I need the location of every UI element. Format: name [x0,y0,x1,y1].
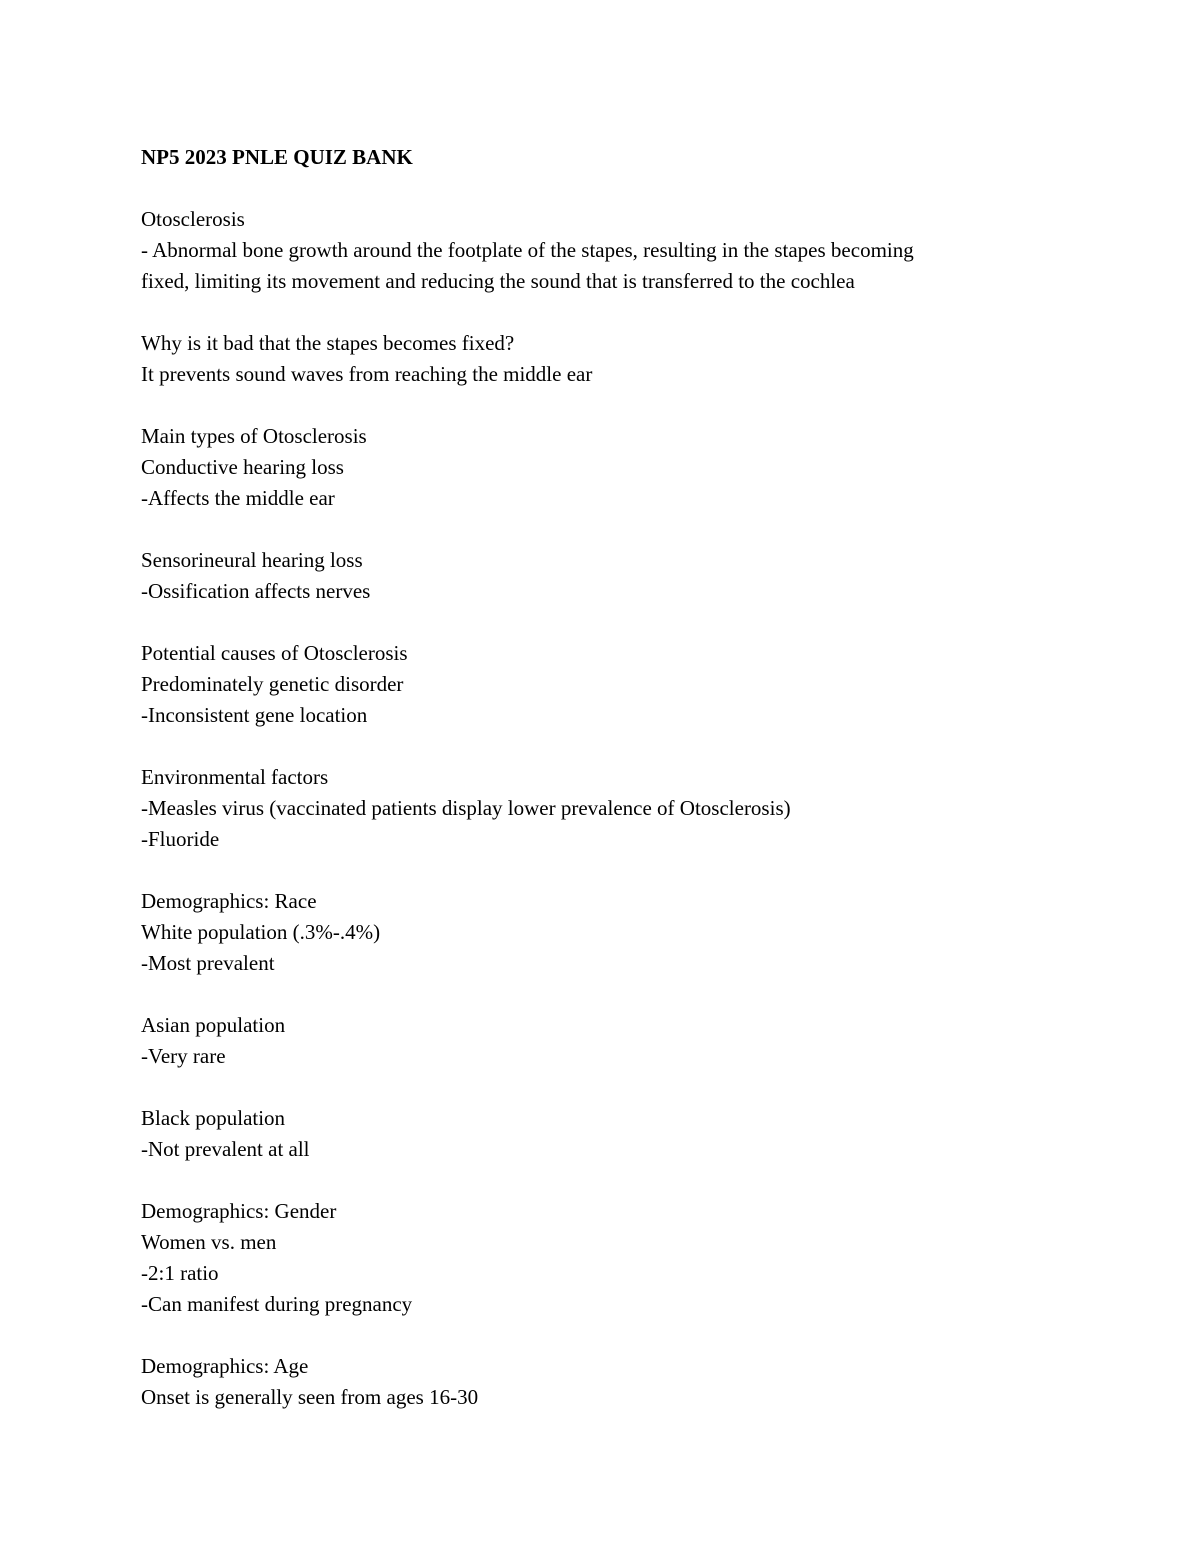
block-potential-causes [141,638,1041,731]
factor-fluoride: -Fluoride [141,827,220,851]
type-conductive: Conductive hearing loss [141,455,344,479]
spacer [141,1165,1041,1196]
spacer [141,607,1041,638]
block-gender [141,1196,1041,1320]
age-onset: Onset is generally seen from ages 16-30 [141,1385,479,1409]
spacer [141,514,1041,545]
block-asian [141,1010,1041,1072]
block-race [141,886,1041,979]
race-black: Black population [141,1106,286,1130]
race-asian-note: -Very rare [141,1044,226,1068]
gender-comparison: Women vs. men [141,1230,277,1254]
block-sensorineural [141,545,1041,607]
race-white: White population (.3%-.4%) [141,920,381,944]
block-age [141,1351,1041,1413]
race-white-note: -Most prevalent [141,951,275,975]
block-otosclerosis [141,204,1041,297]
block-main-types [141,421,1041,514]
block-environmental [141,762,1041,855]
spacer [141,1320,1041,1351]
heading-race: Demographics: Race [141,889,317,913]
factor-measles: -Measles virus (vaccinated patients display lower prevalence of Otosclerosis) [141,796,791,820]
type-conductive-note: -Affects the middle ear [141,486,335,510]
heading-otosclerosis: Otosclerosis [141,207,245,231]
heading-environmental: Environmental factors [141,765,329,789]
type-sensorineural-note: -Ossification affects nerves [141,579,371,603]
spacer [141,297,1041,328]
type-sensorineural: Sensorineural hearing loss [141,548,363,572]
cause-genetic: Predominately genetic disorder [141,672,404,696]
document-title: NP5 2023 PNLE QUIZ BANK [141,145,413,169]
block-why-stapes-fixed [141,328,1041,390]
race-black-note: -Not prevalent at all [141,1137,310,1161]
spacer [141,731,1041,762]
spacer [141,979,1041,1010]
gender-pregnancy: -Can manifest during pregnancy [141,1292,413,1316]
heading-main-types: Main types of Otosclerosis [141,424,367,448]
heading-age: Demographics: Age [141,1354,309,1378]
spacer [141,1072,1041,1103]
heading-potential-causes: Potential causes of Otosclerosis [141,641,408,665]
document-page [141,142,1041,1413]
answer-stapes-fixed: It prevents sound waves from reaching the middle ear [141,362,593,386]
heading-gender: Demographics: Gender [141,1199,337,1223]
spacer [141,173,1041,204]
spacer [141,390,1041,421]
cause-genetic-note: -Inconsistent gene location [141,703,368,727]
race-asian: Asian population [141,1013,286,1037]
definition-line-2: fixed, limiting its movement and reducing the sound that is transferred to the cochlea [141,269,855,293]
block-black [141,1103,1041,1165]
gender-ratio: -2:1 ratio [141,1261,219,1285]
definition-line-1: - Abnormal bone growth around the footplate of the stapes, resulting in the stapes becoming [141,238,914,262]
spacer [141,855,1041,886]
question-stapes-fixed: Why is it bad that the stapes becomes fixed? [141,331,515,355]
